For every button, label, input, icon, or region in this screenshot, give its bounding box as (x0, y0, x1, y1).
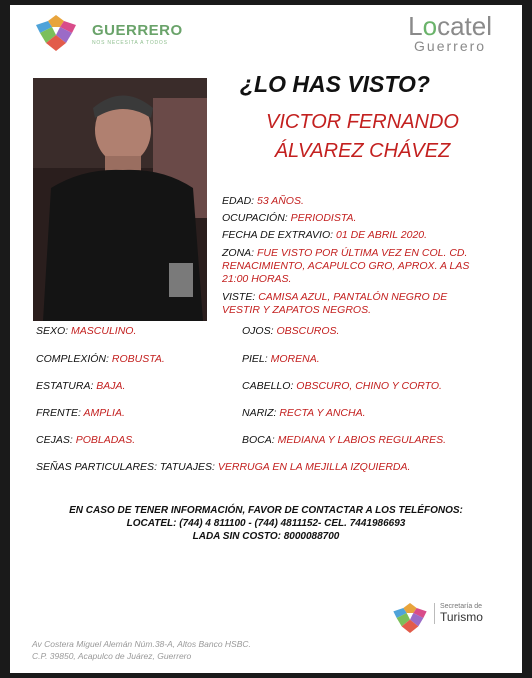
turismo-logo-icon (390, 601, 430, 635)
field-sexo: SEXO: MASCULINO. (36, 325, 137, 337)
org-name: GUERRERO (92, 22, 183, 39)
person-name-line-1: VICTOR FERNANDO (266, 111, 459, 133)
address-line-2: C.P. 39850, Acapulco de Juárez, Guerrero (32, 651, 192, 661)
field-piel: PIEL: MORENA. (242, 353, 320, 365)
field-nariz: NARIZ: RECTA Y ANCHA. (242, 407, 366, 419)
field-cabello: CABELLO: OBSCURO, CHINO Y CORTO. (242, 380, 442, 392)
field-cejas: CEJAS: POBLADAS. (36, 434, 136, 446)
field-fecha-extravio: FECHA DE EXTRAVIO: 01 DE ABRIL 2020. (222, 229, 428, 241)
field-estatura: ESTATURA: BAJA. (36, 380, 126, 392)
contact-line-3: LADA SIN COSTO: 8000088700 (192, 531, 340, 542)
missing-person-photo (33, 78, 207, 321)
field-ojos: OJOS: OBSCUROS. (242, 325, 340, 337)
field-ocupacion: OCUPACIÓN: PERIODISTA. (222, 212, 357, 224)
contact-line-1: EN CASO DE TENER INFORMACIÓN, FAVOR DE CONTACTAR A LOS TELÉFONOS: (69, 505, 463, 516)
missing-person-flyer (10, 5, 522, 673)
field-zona: ZONA: FUE VISTO POR ÚLTIMA VEZ EN COL. CD. RENACIMIENTO, ACAPULCO GRO, APROX. A LAS 21:00 HORAS. (222, 247, 470, 285)
field-complexion: COMPLEXIÓN: ROBUSTA. (36, 353, 165, 365)
address-line-1: Av Costera Miguel Alemán Núm.38-A, Altos Banco HSBC. (32, 639, 251, 649)
headline: ¿LO HAS VISTO? (240, 71, 430, 97)
person-name-line-2: ÁLVAREZ CHÁVEZ (274, 140, 451, 162)
field-edad: EDAD: 53 AÑOS. (222, 195, 304, 207)
locatel-subtitle: Guerrero (414, 38, 487, 54)
turismo-name: Turismo (440, 610, 483, 624)
field-frente: FRENTE: AMPLIA. (36, 407, 125, 419)
turismo-brand (434, 603, 483, 624)
field-viste: VISTE: CAMISA AZUL, PANTALÓN NEGRO DE VESTIR Y ZAPATOS NEGROS. (222, 291, 448, 316)
org-brand (92, 22, 183, 46)
field-senas-particulares: SEÑAS PARTICULARES: TATUAJES: VERRUGA EN LA MEJILLA IZQUIERDA. (36, 461, 411, 473)
org-tagline: NOS NECESITA A TODOS (92, 40, 168, 46)
contact-line-2: LOCATEL: (744) 4 811100 - (744) 4811152- CEL. 7441986693 (126, 518, 406, 529)
locatel-title: Locatel (408, 11, 492, 41)
guerrero-logo-icon (32, 13, 80, 53)
field-boca: BOCA: MEDIANA Y LABIOS REGULARES. (242, 434, 447, 446)
locatel-logo (408, 13, 492, 53)
turismo-secretaria: Secretaría de (440, 603, 483, 610)
